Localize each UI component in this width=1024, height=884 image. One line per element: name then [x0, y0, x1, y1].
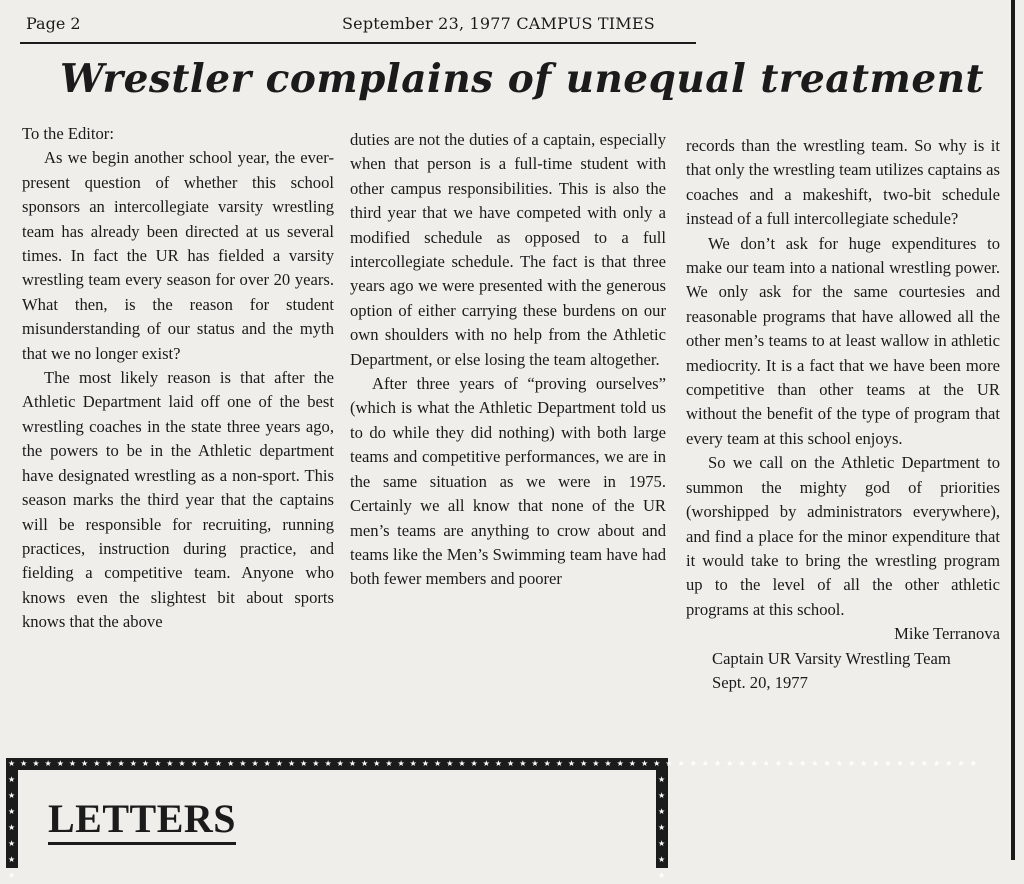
paragraph: duties are not the duties of a captain, especially when that person is a full-time student with other campus responsibilities. This is also the third year that we have competed with only a modified schedule as opposed to a full intercollegiate schedule. The fact is that three years ago we were presented with the generous option of either carrying these burdens on our own shoulders with no help from the Athletic Department, or else losing the team altogether.	[350, 130, 666, 369]
signature-title: Captain UR Varsity Wrestling Team	[712, 648, 951, 668]
star-border-left: ★★★★★★★	[8, 775, 16, 880]
column-rule	[1011, 0, 1015, 860]
salutation: To the Editor:	[22, 124, 114, 143]
paragraph: After three years of “proving ourselves” (which is what the Athletic Department told us to do while they did nothing) with both large teams and competitive performances, we are in the same situation as we were in 1975. Certainly we all know that none of the UR men’s teams are anything to crow about and teams like the Men’s Swimming team have had both fewer members and poorer	[350, 374, 666, 589]
letters-section-title: LETTERS	[48, 798, 236, 845]
column-1	[22, 122, 334, 635]
letters-section-box	[6, 758, 982, 880]
dateline: September 23, 1977 CAMPUS TIMES	[342, 14, 655, 33]
paragraph: So we call on the Athletic Department to summon the mighty god of priorities (worshipped by administrators everywhere), and find a place for the minor expenditure that it would take to bring the wrestling program up to the level of all the other athletic programs at this school.	[686, 453, 1000, 619]
star-border-right: ★★★★★★★	[658, 775, 666, 880]
star-border-top: ★★★★★★★★★★★★★★★★★★★★★★★★★★★★★★★★★★★★★★★★★★★★★★★★★★★★★★★★★★★★★★★★★★★★★★★★★★★★★★★★	[8, 759, 982, 768]
headline: Wrestler complains of unequal treatment	[60, 56, 985, 102]
column-3	[686, 134, 1000, 695]
paragraph: We don’t ask for huge expenditures to make our team into a national wrestling power. We only ask for the same courtesies and reasonable programs that have allowed all the other men’s teams to at least wallow in athletic mediocrity. It is a fact that we have been more competitive than other teams at the UR without the benefit of the type of program that every team at this school enjoys.	[686, 233, 1000, 448]
signature-date: Sept. 20, 1977	[712, 672, 808, 692]
page-number: Page 2	[26, 14, 81, 33]
paragraph: As we begin another school year, the ever-present question of whether this school sponsors an intercollegiate varsity wrestling team has already been directed at us several times. In fact the UR has fielded a varsity wrestling team every season for over 20 years. What then, is the reason for student misunderstanding of our status and the myth that we no longer exist?	[22, 148, 334, 363]
signature-name: Mike Terranova	[894, 624, 1000, 644]
column-2	[350, 128, 666, 592]
page-header	[20, 8, 696, 44]
paragraph: The most likely reason is that after the Athletic Department laid off one of the best wrestling coaches in the state three years ago, the powers to be in the Athletic department have designated wrestling as a non-sport. This season marks the third year that the captains will be responsible for recruiting, running practices, instruction during practice, and fielding a competitive team. Anyone who knows even the slightest bit about sports knows that the above	[22, 368, 334, 632]
paragraph: records than the wrestling team. So why is it that only the wrestling team utilizes captains as coaches and a makeshift, two-bit schedule instead of a full intercollegiate schedule?	[686, 136, 1000, 229]
